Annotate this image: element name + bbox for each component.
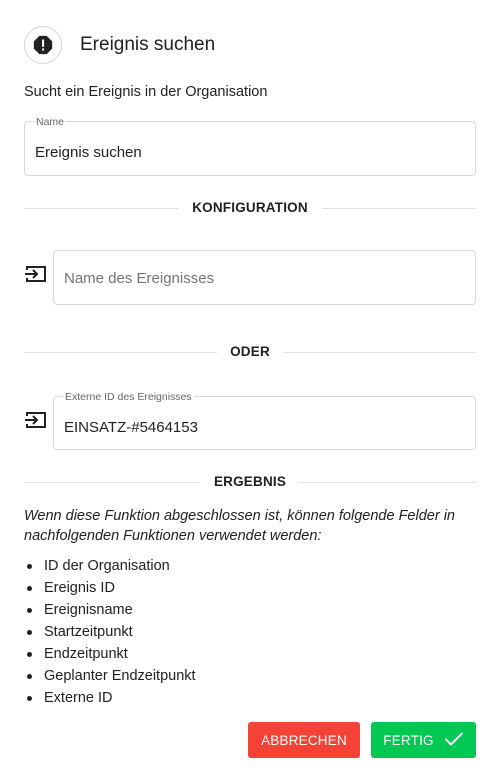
list-item: Startzeitpunkt [24,621,196,643]
external-id-field[interactable] [53,391,476,450]
list-item: Ereignisname [24,599,196,621]
done-button-label: FERTIG [383,732,434,748]
event-name-input[interactable] [64,270,465,287]
done-button[interactable] [371,722,476,758]
list-item: Externe ID [24,687,196,709]
external-id-input[interactable] [64,419,465,436]
name-input[interactable] [35,144,465,161]
alert-octagon-icon [24,26,62,64]
configuration-heading: KONFIGURATION [192,200,308,215]
result-divider [24,472,476,492]
result-field-list [24,555,196,709]
name-field-label: Name [36,116,65,128]
result-heading: ERGEBNIS [213,474,287,489]
cancel-button-label: ABBRECHEN [261,732,347,748]
list-item: Endzeitpunkt [24,643,196,665]
checkmark-icon [444,732,464,749]
external-id-label: Externe ID des Ereignisses [65,391,192,403]
list-item: Ereignis ID [24,577,196,599]
cancel-button[interactable] [248,722,360,758]
dialog-title: Ereignis suchen [80,34,216,55]
or-heading: ODER [230,344,270,359]
list-item: ID der Organisation [24,555,196,577]
name-field[interactable] [24,116,476,176]
input-icon [24,264,48,284]
or-divider [24,342,476,362]
result-note: Wenn diese Funktion abgeschlossen ist, können folgende Felder in nachfolgenden Funktionen verwendet werden: [24,508,455,544]
list-item: Geplanter Endzeitpunkt [24,665,196,687]
dialog-header [24,26,215,64]
dialog-description: Sucht ein Ereignis in der Organisation [24,84,268,100]
configuration-divider [24,198,476,218]
input-icon [24,410,48,430]
event-name-field[interactable] [53,250,476,305]
